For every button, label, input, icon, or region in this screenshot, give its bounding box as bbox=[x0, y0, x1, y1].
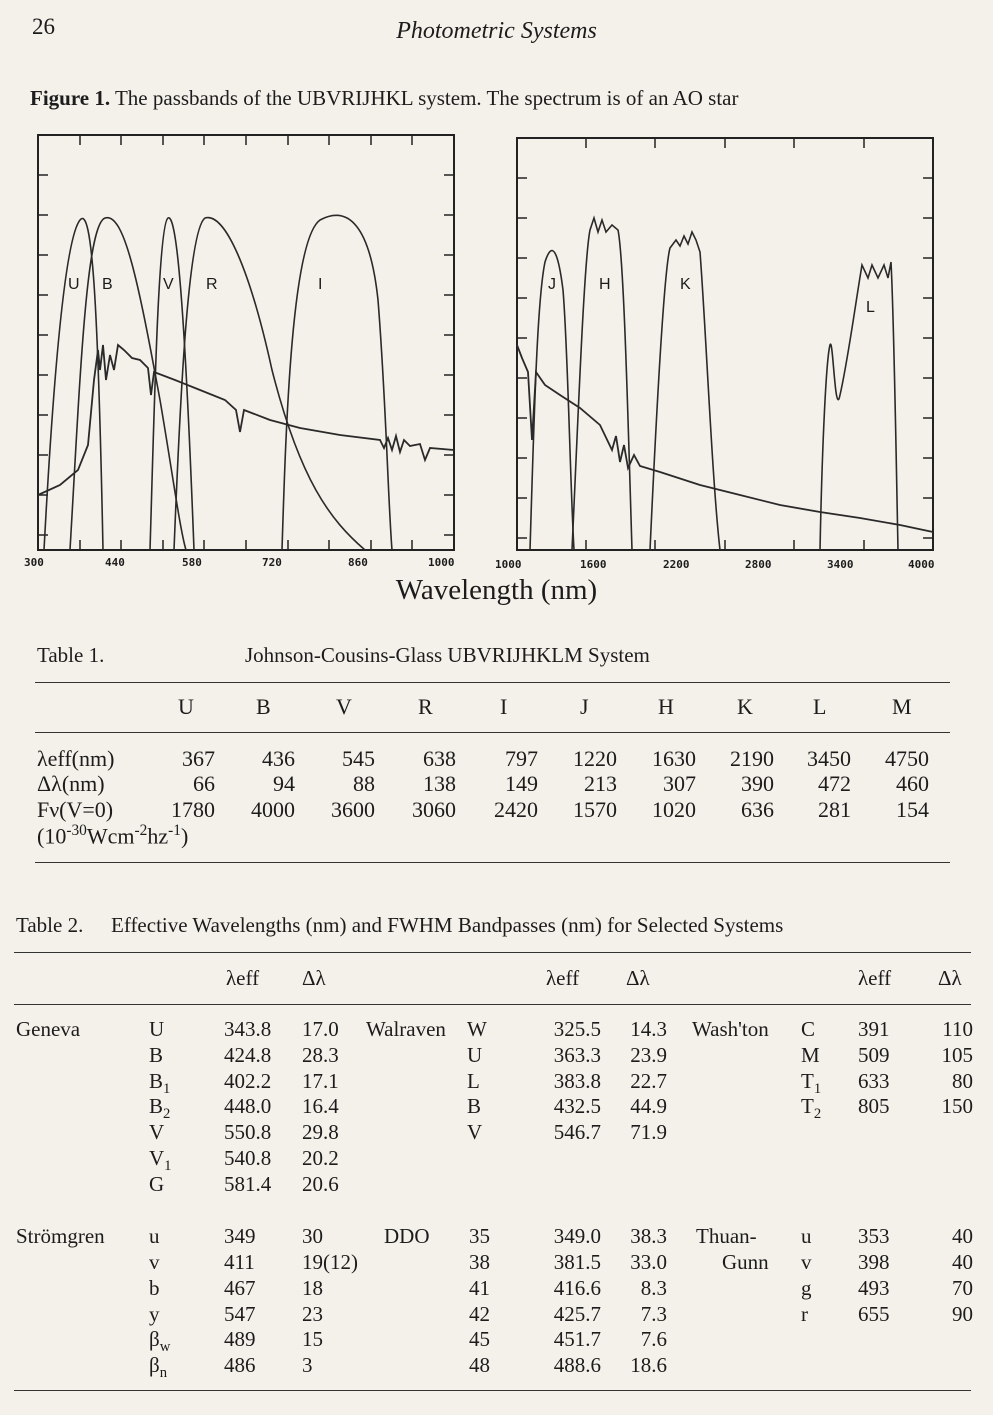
table2-leff: 547 bbox=[224, 1302, 256, 1326]
table2-band: 35 bbox=[469, 1224, 490, 1248]
table2-dl: 110 bbox=[942, 1017, 973, 1041]
band-letter: V bbox=[149, 1146, 165, 1170]
table1-band-header: L bbox=[813, 694, 827, 719]
table1-cell: 213 bbox=[584, 771, 617, 796]
table1-cell: 281 bbox=[818, 797, 851, 822]
band-subscript: 1 bbox=[163, 1081, 171, 1098]
table2-band: 38 bbox=[469, 1250, 490, 1274]
band-label-u: U bbox=[68, 276, 80, 293]
table2-band bbox=[801, 1043, 820, 1068]
table2-dl: 23.9 bbox=[630, 1043, 667, 1067]
band-subscript: 1 bbox=[813, 1081, 822, 1098]
table2-leff: 581.4 bbox=[224, 1172, 272, 1196]
right-tick-label: 2800 bbox=[745, 558, 772, 571]
table2-band: 42 bbox=[469, 1302, 490, 1326]
table2-leff: 402.2 bbox=[224, 1069, 272, 1093]
table2-band bbox=[149, 1302, 160, 1327]
running-head: Photometric Systems bbox=[396, 18, 597, 44]
table1-title: Johnson-Cousins-Glass UBVRIJHKLM System bbox=[245, 643, 650, 667]
band-letter: M bbox=[801, 1043, 820, 1067]
table2-leff: 486 bbox=[224, 1353, 256, 1377]
figure-caption-text: The passbands of the UBVRIJHKL system. The spectrum is of an AO star bbox=[114, 86, 739, 110]
table1-cell: 4000 bbox=[251, 797, 295, 822]
band-label-r: R bbox=[206, 276, 218, 293]
left-passband-plot bbox=[0, 0, 993, 600]
table2-dl: 19(12) bbox=[302, 1250, 358, 1274]
table2-leff: 448.0 bbox=[224, 1094, 272, 1118]
system-name-washington: Wash'ton bbox=[692, 1017, 769, 1041]
table2-dl: 40 bbox=[952, 1250, 973, 1274]
table2-band bbox=[149, 1120, 164, 1145]
left-tick-label: 300 bbox=[24, 556, 44, 569]
table2-dl: 38.3 bbox=[630, 1224, 667, 1248]
table2-leff: 493 bbox=[858, 1276, 890, 1300]
left-plot-frame bbox=[38, 135, 454, 550]
table2-dl: 30 bbox=[302, 1224, 323, 1248]
band-subscript: 1 bbox=[164, 1158, 172, 1175]
table1-label: Table 1. bbox=[37, 643, 105, 667]
right-tick-label: 1000 bbox=[495, 558, 522, 571]
table2-band: L bbox=[467, 1069, 480, 1093]
table2-band bbox=[149, 1172, 164, 1197]
table1-bottom-rule bbox=[35, 862, 950, 863]
table2-dl: 17.0 bbox=[302, 1017, 339, 1041]
table2-dl: 105 bbox=[941, 1043, 973, 1067]
table2-band: U bbox=[467, 1043, 483, 1067]
right-plot-frame bbox=[517, 138, 933, 550]
band-label-l: L bbox=[866, 299, 875, 316]
band-letter: V bbox=[149, 1120, 165, 1144]
table1-cell: 472 bbox=[818, 771, 851, 796]
page-number: 26 bbox=[32, 14, 55, 39]
left-plot-ticks bbox=[38, 135, 454, 550]
band-subscript: 2 bbox=[163, 1106, 171, 1123]
table1-cell: 1020 bbox=[652, 797, 696, 822]
table2-top-rule bbox=[14, 952, 971, 953]
band-letter: β bbox=[149, 1353, 160, 1377]
table2-dl: 17.1 bbox=[302, 1069, 339, 1093]
table1-cell: 1220 bbox=[573, 746, 617, 771]
table1-units-label bbox=[37, 822, 188, 849]
table1-cell: 3060 bbox=[412, 797, 456, 822]
table2-dl: 18.6 bbox=[630, 1353, 667, 1377]
table1-cell: 2420 bbox=[494, 797, 538, 822]
table1-band-header: U bbox=[178, 694, 194, 719]
table2-band bbox=[149, 1146, 172, 1175]
band-letter: C bbox=[801, 1017, 816, 1041]
table2-band: 45 bbox=[469, 1327, 490, 1351]
table1-cell: 797 bbox=[505, 746, 538, 771]
table2-band bbox=[149, 1250, 160, 1275]
left-tick-label: 1000 bbox=[428, 556, 455, 569]
table2-band bbox=[149, 1327, 170, 1356]
table2-dl: 80 bbox=[952, 1069, 973, 1093]
table1-cell: 88 bbox=[353, 771, 375, 796]
table2-dl: 16.4 bbox=[302, 1094, 339, 1118]
table2-dl: 33.0 bbox=[630, 1250, 667, 1274]
table2-band bbox=[801, 1017, 815, 1042]
table2-leff: 391 bbox=[858, 1017, 890, 1041]
table1-cell: 66 bbox=[193, 771, 215, 796]
table2-leff: 467 bbox=[224, 1276, 256, 1300]
band-label-i: I bbox=[318, 276, 323, 293]
table2-leff: 363.3 bbox=[553, 1043, 601, 1067]
system-name-thuan-gunn-line1: Thuan- bbox=[696, 1224, 757, 1248]
table2-leff: 325.5 bbox=[553, 1017, 601, 1041]
band-letter: B bbox=[149, 1094, 164, 1118]
table2-bottom-rule bbox=[14, 1390, 971, 1391]
table1-band-header: M bbox=[892, 694, 912, 719]
table2-dl: 150 bbox=[941, 1094, 973, 1118]
table1-band-header: V bbox=[336, 694, 352, 719]
table1-cell: 390 bbox=[741, 771, 774, 796]
table2-dl: 28.3 bbox=[302, 1043, 339, 1067]
band-letter: B bbox=[149, 1043, 164, 1067]
table1-header-rule bbox=[35, 732, 950, 733]
table1-row-label: Fν(V=0) bbox=[37, 797, 114, 822]
table1-cell: 138 bbox=[423, 771, 456, 796]
table1-cell: 3450 bbox=[807, 746, 851, 771]
left-band-labels bbox=[68, 276, 322, 293]
band-letter: b bbox=[149, 1276, 160, 1300]
table2-dl: 71.9 bbox=[630, 1120, 667, 1144]
table2-dl: 18 bbox=[302, 1276, 323, 1300]
table2-col-head-dl: Δλ bbox=[302, 966, 326, 990]
table2-band: 41 bbox=[469, 1276, 490, 1300]
table2-dl: 22.7 bbox=[630, 1069, 667, 1093]
table2-leff: 349.0 bbox=[553, 1224, 601, 1248]
table2-leff: 540.8 bbox=[224, 1146, 272, 1170]
table2-leff: 343.8 bbox=[224, 1017, 272, 1041]
l-passband-curve bbox=[820, 262, 898, 550]
band-label-k: K bbox=[680, 276, 691, 293]
table2-dl: 7.6 bbox=[640, 1327, 667, 1351]
right-tick-label: 4000 bbox=[908, 558, 935, 571]
table2-dl: 15 bbox=[302, 1327, 323, 1351]
band-label-h: H bbox=[599, 276, 611, 293]
table2-col-head-dl: Δλ bbox=[626, 966, 650, 990]
band-label-j: J bbox=[548, 276, 556, 293]
right-band-labels bbox=[548, 276, 875, 316]
units-base: (10 bbox=[37, 823, 67, 849]
table2-leff: 489 bbox=[224, 1327, 256, 1351]
table1-row-label: Δλ(nm) bbox=[37, 771, 105, 796]
table1-cell: 1780 bbox=[171, 797, 215, 822]
b-passband-curve bbox=[70, 218, 186, 550]
band-letter: β bbox=[149, 1327, 160, 1351]
table2-leff: 383.8 bbox=[553, 1069, 601, 1093]
table2-dl: 70 bbox=[952, 1276, 973, 1300]
band-letter: T bbox=[801, 1094, 814, 1118]
table2-leff: 424.8 bbox=[224, 1043, 272, 1067]
table2-band bbox=[149, 1353, 167, 1382]
table2-leff: 488.6 bbox=[553, 1353, 601, 1377]
table2-leff: 353 bbox=[858, 1224, 890, 1248]
system-name-thuan-gunn-line2: Gunn bbox=[722, 1250, 769, 1274]
table1-band-header: B bbox=[256, 694, 271, 719]
x-axis-label: Wavelength (nm) bbox=[395, 574, 598, 606]
system-name-geneva: Geneva bbox=[16, 1017, 81, 1041]
table1-cell: 545 bbox=[342, 746, 375, 771]
table2-band: g bbox=[801, 1276, 812, 1300]
table1-cell: 3600 bbox=[331, 797, 375, 822]
r-passband-curve bbox=[174, 218, 365, 550]
table2-band bbox=[149, 1043, 163, 1068]
table2-leff: 349 bbox=[224, 1224, 256, 1248]
table2-dl: 29.8 bbox=[302, 1120, 339, 1144]
table2-dl: 14.3 bbox=[630, 1017, 667, 1041]
table2-band: u bbox=[801, 1224, 812, 1248]
table2-dl: 7.3 bbox=[640, 1302, 667, 1326]
table1-cell: 2190 bbox=[730, 746, 774, 771]
band-subscript: n bbox=[159, 1365, 168, 1382]
table1-cell: 4750 bbox=[885, 746, 929, 771]
table2-leff: 432.5 bbox=[553, 1094, 601, 1118]
table1-band-header: R bbox=[418, 694, 433, 719]
table1-cell: 94 bbox=[273, 771, 295, 796]
table1-cell: 149 bbox=[505, 771, 538, 796]
band-letter: G bbox=[149, 1172, 165, 1196]
table1-band-header: K bbox=[737, 694, 753, 719]
table2-dl: 90 bbox=[952, 1302, 973, 1326]
units-exp3: -1 bbox=[168, 822, 181, 839]
table2-band bbox=[149, 1224, 160, 1249]
table2-dl: 23 bbox=[302, 1302, 323, 1326]
table1-band-header: I bbox=[500, 694, 508, 719]
system-name-walraven: Walraven bbox=[366, 1017, 446, 1041]
left-tick-label: 440 bbox=[105, 556, 125, 569]
right-plot-ticks bbox=[517, 138, 933, 550]
table1-band-header: J bbox=[580, 694, 589, 719]
table2-leff: 398 bbox=[858, 1250, 890, 1274]
left-tick-label: 860 bbox=[348, 556, 368, 569]
table2-leff: 546.7 bbox=[553, 1120, 601, 1144]
table2-dl: 3 bbox=[302, 1353, 313, 1377]
table2-leff: 381.5 bbox=[553, 1250, 601, 1274]
table2-leff: 425.7 bbox=[553, 1302, 601, 1326]
table2-title: Effective Wavelengths (nm) and FWHM Bandpasses (nm) for Selected Systems bbox=[111, 913, 784, 937]
table1-cell: 436 bbox=[262, 746, 295, 771]
right-tick-label: 2200 bbox=[663, 558, 690, 571]
system-name-ddo: DDO bbox=[384, 1224, 430, 1248]
units-exp1: -30 bbox=[66, 822, 87, 839]
table2-band bbox=[149, 1017, 164, 1042]
table1-cell: 367 bbox=[182, 746, 215, 771]
table2-leff: 655 bbox=[858, 1302, 890, 1326]
left-axis-tick-labels bbox=[24, 556, 455, 569]
table2-band: v bbox=[801, 1250, 812, 1274]
table2-band: B bbox=[467, 1094, 482, 1118]
table2-dl: 20.6 bbox=[302, 1172, 339, 1196]
table1-top-rule bbox=[35, 682, 950, 683]
right-tick-label: 1600 bbox=[580, 558, 607, 571]
table2-col-head-leff: λeff bbox=[858, 966, 892, 990]
table2-leff: 411 bbox=[224, 1250, 255, 1274]
band-letter: B bbox=[149, 1069, 164, 1093]
left-tick-label: 720 bbox=[262, 556, 282, 569]
table2-leff: 805 bbox=[858, 1094, 890, 1118]
table1-row-label: λeff(nm) bbox=[37, 746, 115, 771]
band-subscript: w bbox=[159, 1339, 171, 1356]
band-label-b: B bbox=[102, 276, 113, 293]
table2-band: V bbox=[467, 1120, 483, 1144]
band-label-v: V bbox=[163, 276, 174, 293]
table1-cell: 636 bbox=[741, 797, 774, 822]
i-passband-curve bbox=[282, 215, 392, 550]
units-end: ) bbox=[180, 823, 189, 849]
table2-leff: 633 bbox=[858, 1069, 890, 1093]
table2-leff: 550.8 bbox=[224, 1120, 272, 1144]
table2-band: 48 bbox=[469, 1353, 490, 1377]
table1-cell: 638 bbox=[423, 746, 456, 771]
table2-dl: 40 bbox=[952, 1224, 973, 1248]
table2-band: r bbox=[801, 1302, 808, 1326]
table2-label: Table 2. bbox=[16, 913, 84, 937]
system-name-stromgren: Strömgren bbox=[16, 1224, 105, 1248]
table2-col-head-leff: λeff bbox=[226, 966, 260, 990]
table1-band-header: H bbox=[658, 694, 674, 719]
table2-leff: 416.6 bbox=[553, 1276, 601, 1300]
table2-leff: 509 bbox=[858, 1043, 890, 1067]
figure-label: Figure 1. bbox=[30, 86, 111, 110]
left-tick-label: 580 bbox=[182, 556, 202, 569]
band-letter: v bbox=[149, 1250, 160, 1274]
table2-dl: 8.3 bbox=[640, 1276, 667, 1300]
band-letter: u bbox=[149, 1224, 160, 1248]
band-letter: y bbox=[149, 1302, 160, 1326]
table2-band bbox=[149, 1094, 170, 1123]
table2-dl: 44.9 bbox=[630, 1094, 667, 1118]
table2-band bbox=[149, 1276, 160, 1301]
band-letter: U bbox=[149, 1017, 165, 1041]
h-passband-curve bbox=[572, 218, 632, 550]
units-mid2: hz bbox=[147, 823, 169, 849]
units-mid: Wcm bbox=[86, 823, 135, 849]
table2-col-head-dl: Δλ bbox=[938, 966, 962, 990]
table2-col-head-leff: λeff bbox=[546, 966, 580, 990]
units-exp2: -2 bbox=[134, 822, 148, 839]
right-tick-label: 3400 bbox=[827, 558, 854, 571]
table1-cell: 307 bbox=[663, 771, 696, 796]
table1-cell: 1630 bbox=[652, 746, 696, 771]
right-axis-tick-labels bbox=[495, 558, 935, 571]
table2-leff: 451.7 bbox=[553, 1327, 601, 1351]
band-letter: T bbox=[801, 1069, 814, 1093]
table2-header-rule bbox=[14, 1004, 971, 1005]
table2-band: W bbox=[467, 1017, 487, 1041]
band-subscript: 2 bbox=[813, 1106, 822, 1123]
table1-cell: 154 bbox=[896, 797, 929, 822]
table1-cell: 1570 bbox=[573, 797, 617, 822]
table2-band bbox=[801, 1094, 821, 1123]
table1-cell: 460 bbox=[896, 771, 929, 796]
table2-dl: 20.2 bbox=[302, 1146, 339, 1170]
